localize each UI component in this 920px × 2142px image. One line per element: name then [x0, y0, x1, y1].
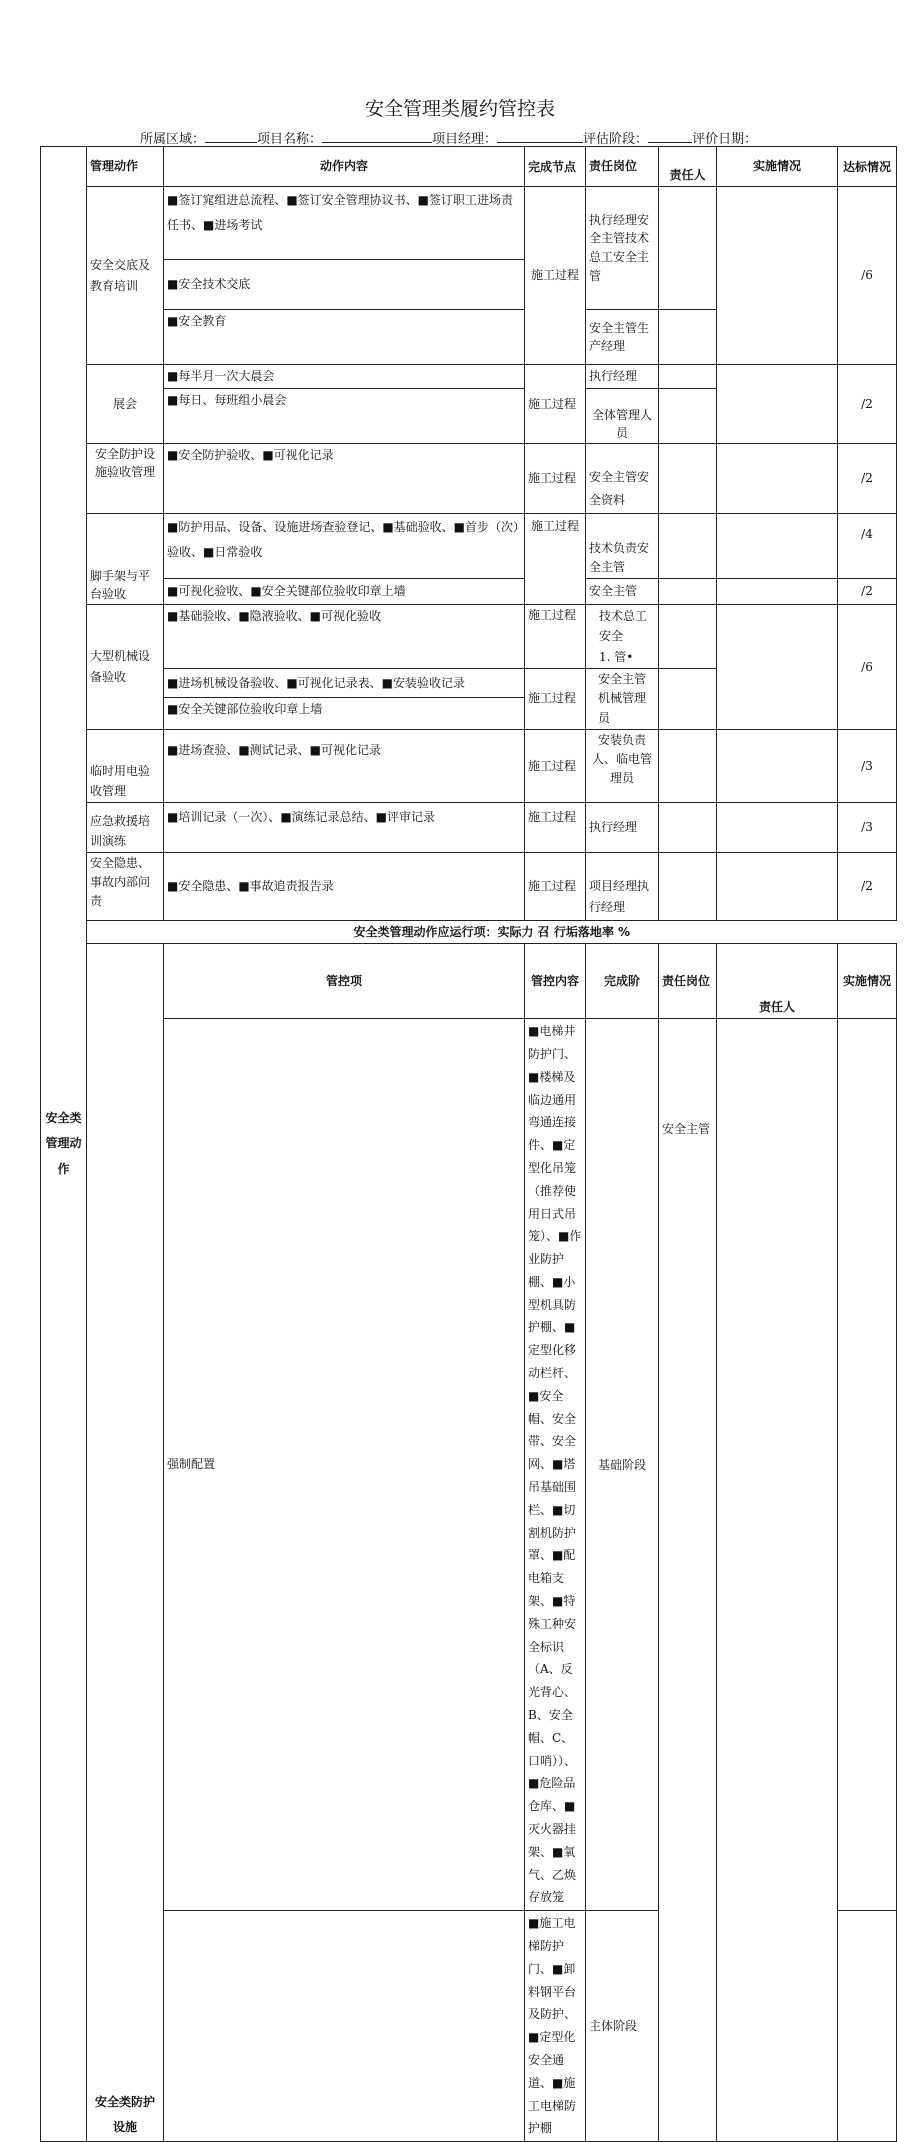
eval-stage-label: 评估阶段： — [583, 132, 649, 147]
header-node: 完成节点 — [525, 147, 586, 187]
content-cell: ■安全关键部位验收印章上墙 — [164, 698, 525, 729]
action-name: 临时用电验收管理 — [87, 729, 164, 802]
score-cell: /3 — [838, 729, 897, 802]
person-cell[interactable] — [659, 802, 717, 852]
post-cell: 安全主管 — [659, 1019, 717, 2142]
impl-cell[interactable] — [717, 365, 838, 444]
header2-content: 管控内容 — [525, 944, 586, 1019]
post-cell: 安全主管安全资料 — [586, 444, 659, 514]
impl-cell[interactable] — [717, 605, 838, 730]
control-item-name: 强制配置 — [164, 1019, 525, 1911]
header-content: 动作内容 — [164, 147, 525, 187]
content-cell: ■施工电梯防护门、■卸料钢平台及防护、■定型化安全通道、■施工电梯防护棚 — [525, 1911, 586, 2142]
node-cell: 施工过程 — [525, 444, 586, 514]
project-name-field[interactable] — [322, 129, 432, 143]
post-cell: 安全主管机械管理员 — [586, 669, 659, 730]
post-cell — [586, 605, 659, 669]
impl-cell[interactable] — [717, 444, 838, 514]
post-cell: 安全主管 — [586, 579, 659, 605]
node-cell: 施工过程 — [525, 365, 586, 444]
content-cell: ■每日、每班组小晨会 — [164, 389, 525, 444]
header2-item: 管控项 — [164, 944, 525, 1019]
header-post: 责任岗位 — [586, 147, 659, 187]
score-cell: /2 — [838, 852, 897, 920]
impl-cell[interactable] — [717, 852, 838, 920]
post-cell: 执行经理 — [586, 365, 659, 389]
node-cell: 施工过程 — [525, 187, 586, 365]
post-line: 技术总工安全 — [599, 609, 648, 644]
eval-stage-field[interactable] — [648, 129, 692, 143]
person-cell[interactable] — [659, 852, 717, 920]
person-cell[interactable] — [659, 605, 717, 669]
stage-cell: 基础阶段 — [586, 1019, 659, 1911]
header2-impl: 实施情况 — [838, 944, 897, 1019]
person-cell[interactable] — [659, 729, 717, 802]
summary-line: 安全类管理动作应运行项：实际力 召 行垢落地率 % — [87, 920, 897, 943]
control-table — [40, 146, 897, 2142]
impl-cell[interactable] — [838, 1911, 897, 2142]
person-cell[interactable] — [659, 310, 717, 365]
post-cell: 安全主管生产经理 — [586, 310, 659, 365]
node-cell: 施工过程 — [525, 802, 586, 852]
score-cell: /6 — [838, 605, 897, 730]
score-cell: /2 — [838, 579, 897, 605]
section-safety-protection: 安全类防护设施 — [87, 944, 164, 2142]
impl-cell[interactable] — [717, 579, 838, 605]
header-action: 管理动作 — [87, 147, 164, 187]
node-cell: 施工过程 — [525, 669, 586, 730]
person-cell[interactable] — [659, 187, 717, 310]
person-cell[interactable] — [659, 389, 717, 444]
impl-cell[interactable] — [717, 187, 838, 365]
person-cell[interactable] — [659, 669, 717, 730]
impl-cell[interactable] — [717, 514, 838, 579]
page-title: 安全管理类履约管控表 — [364, 98, 555, 120]
score-cell: /6 — [838, 187, 897, 365]
region-label: 所属区域： — [140, 132, 206, 147]
score-cell: /3 — [838, 802, 897, 852]
control-item-name — [164, 1911, 525, 2142]
header2-stage: 完成阶 — [586, 944, 659, 1019]
content-cell: ■进场机械设备验收、■可视化记录表、■安装验收记录 — [164, 669, 525, 698]
content-cell: ■签订窕组进总流程、■签订安全管理协议书、■签订职工进场责任书、■进场考试 — [164, 187, 525, 260]
post-cell: 执行经理安全主管技术总工安全主管 — [586, 187, 659, 310]
node-cell: 施工过程 — [525, 852, 586, 920]
project-manager-label: 项目经理： — [432, 132, 498, 147]
impl-cell[interactable] — [717, 802, 838, 852]
node-cell: 施工过程 — [525, 514, 586, 605]
action-name: 大型机械设备验收 — [87, 605, 164, 730]
content-cell: ■可视化验收、■安全关键部位验收印章上墙 — [164, 579, 525, 605]
impl-cell[interactable] — [717, 729, 838, 802]
post-cell: 项目经理执行经理 — [586, 852, 659, 920]
action-name: 安全防护设施验收管理 — [87, 444, 164, 514]
header-impl: 实施情况 — [717, 147, 838, 187]
action-name: 安全交底及教育培训 — [87, 187, 164, 365]
content-cell: ■每半月一次大晨会 — [164, 365, 525, 389]
action-name: 安全隐患、事故内部问责 — [87, 852, 164, 920]
post-cell: 安装负责人、临电管理员 — [586, 729, 659, 802]
region-field[interactable] — [205, 129, 257, 143]
node-cell: 施工过程 — [525, 605, 586, 669]
post-line: 1. 管• — [599, 649, 634, 664]
node-cell: 施工过程 — [525, 729, 586, 802]
eval-date-label: 评价日期： — [692, 132, 758, 147]
stage-cell: 主体阶段 — [586, 1911, 659, 2142]
content-cell: ■培训记录（一次）、■演练记录总结、■评审记录 — [164, 802, 525, 852]
action-name: 应急救援培训演练 — [87, 802, 164, 852]
content-cell: ■基础验收、■隐液验收、■可视化验收 — [164, 605, 525, 669]
section-safety-management: 安全类管理动作 — [41, 147, 87, 2142]
info-line — [140, 128, 757, 147]
action-name: 脚手架与平台验收 — [87, 514, 164, 605]
person-cell[interactable] — [659, 514, 717, 579]
content-cell: ■防护用品、设备、设施进场查验登记、■基础验收、■首步（次）验收、■日常验收 — [164, 514, 525, 579]
person-cell[interactable] — [717, 1019, 838, 2142]
header2-person: 责任人 — [717, 944, 838, 1019]
person-cell[interactable] — [659, 579, 717, 605]
impl-cell[interactable] — [838, 1019, 897, 1911]
content-cell: ■进场查验、■测试记录、■可视化记录 — [164, 729, 525, 802]
score-cell: /2 — [838, 365, 897, 444]
project-name-label: 项目名称： — [257, 132, 323, 147]
person-cell[interactable] — [659, 444, 717, 514]
post-cell: 执行经理 — [586, 802, 659, 852]
content-cell: ■安全防护验收、■可视化记录 — [164, 444, 525, 514]
person-cell[interactable] — [659, 365, 717, 389]
score-cell: /4 — [838, 514, 897, 579]
post-cell: 全体管理人员 — [586, 389, 659, 444]
content-cell: ■电梯井防护门、■楼梯及临边通用弯通连接件、■定型化吊笼（推荐使用日式吊笼）、■作业防护棚、■小型机具防护棚、■定型化移动栏杆、■安全帽、安全带、安全网、■塔吊基础围栏、■切割机防护罩、■配电箱支架、■特殊工种安全标识（A、反光背心、B、安全帽、C、口哨））、■危险品仓库、■灭火器挂架、■氧气、乙焕存放笼 — [525, 1019, 586, 1911]
content-cell: ■安全技术交底 — [164, 260, 525, 310]
action-name: 展会 — [87, 365, 164, 444]
post-cell: 技术负责安全主管 — [586, 514, 659, 579]
score-cell: /2 — [838, 444, 897, 514]
header2-post: 责任岗位 — [659, 944, 717, 1019]
header-standard: 达标情况 — [838, 147, 897, 187]
header-person: 责任人 — [659, 147, 717, 187]
project-manager-field[interactable] — [497, 129, 583, 143]
content-cell: ■安全隐患、■事故追责报告录 — [164, 852, 525, 920]
content-cell: ■安全教育 — [164, 310, 525, 365]
